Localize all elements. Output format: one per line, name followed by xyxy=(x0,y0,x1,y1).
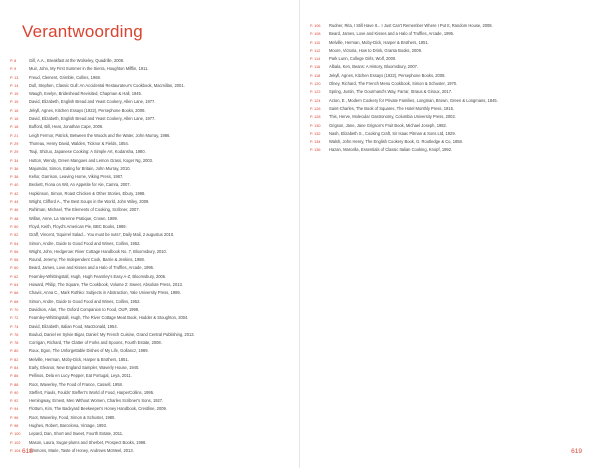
credit-page-ref: P. 134 xyxy=(310,140,321,145)
credit-entry xyxy=(10,331,290,339)
credit-page-ref: P. 88 xyxy=(10,382,19,387)
credit-source: David, Elizabeth, Italian Food, MacDonald, 1954. xyxy=(29,323,118,329)
credit-source: Simmons, Marie, Taste of Honey, Andrews McMeel, 2013. xyxy=(29,447,134,453)
credit-source: David, Elizabeth, English Bread and Yeast Cookery, Allen Lane, 1977. xyxy=(29,99,156,105)
credit-source: Ruhlman, Michael, The Elements of Cooking, Scribner, 2007. xyxy=(29,207,140,213)
credit-entry xyxy=(10,240,290,248)
credit-source: Kellor, Garrison, Leaving Home, Viking Press, 1987. xyxy=(29,174,124,180)
credit-entry xyxy=(310,39,590,47)
credit-entry xyxy=(10,314,290,322)
credit-source: Jekyll, Agnes, Kitchen Essays (1922), Persephone Books, 2008. xyxy=(29,107,146,113)
page-gutter xyxy=(299,0,300,468)
credit-entry xyxy=(10,148,290,156)
credit-page-ref: P. 100 xyxy=(10,432,21,437)
credit-source: Rudner, Rita, I Still Have It... I Just Can't Remember Where I Put It, Random House, 2008. xyxy=(329,23,493,28)
credit-page-ref: P. 40 xyxy=(10,183,19,188)
credit-entry xyxy=(10,422,290,430)
credit-page-ref: P. 14 xyxy=(10,83,19,88)
credit-source: Moore, Victoria, How to Drink, Granta Books, 2009. xyxy=(329,47,422,53)
credit-source: Hemingway, Ernest, Men Without Women, Charles Scribner's Sons, 1927. xyxy=(29,398,164,404)
credit-source: Walsh, John Henry, The English Cookery Book, G. Routledge & Co, 1858. xyxy=(329,139,463,145)
credit-page-ref: P. 74 xyxy=(10,324,19,329)
credit-page-ref: P. 90 xyxy=(10,390,19,395)
credits-list-right xyxy=(310,22,590,155)
credit-page-ref: P. 54 xyxy=(10,241,19,246)
credit-page-ref: P. 56 xyxy=(10,249,19,254)
credit-entry xyxy=(10,173,290,181)
credit-source: Early, Eleanor, New England Sampler, Waverly House, 1940. xyxy=(29,364,140,370)
credit-entry xyxy=(10,389,290,397)
credit-page-ref: P. 68 xyxy=(10,299,19,304)
page-title: Verantwoording xyxy=(22,22,143,41)
credit-page-ref: P. 70 xyxy=(10,307,19,312)
credit-page-ref: P. 116 xyxy=(310,65,321,70)
credit-entry xyxy=(10,82,290,90)
credit-page-ref: P. 80 xyxy=(10,349,19,354)
credit-source: Steffert, Fiauls, Foulds' Steffert's World of Food, HarperCollins, 1995. xyxy=(29,389,155,395)
credit-entry xyxy=(310,130,590,138)
credit-entry xyxy=(310,138,590,146)
credit-entry xyxy=(10,306,290,314)
credit-page-ref: P. 44 xyxy=(10,200,19,205)
credit-page-ref: P. 130 xyxy=(310,123,321,128)
credit-page-ref: P. 34 xyxy=(10,158,19,163)
credit-page-ref: P. 8 xyxy=(10,59,17,63)
credit-page-ref: P. 64 xyxy=(10,283,19,288)
credit-page-ref: P. 136 xyxy=(310,148,321,153)
credit-entry xyxy=(10,397,290,405)
credit-page-ref: P. 102 xyxy=(10,440,21,445)
credit-source: Roux, Egon, The Unforgettable Dishes of My Life, Gollancz, 1989. xyxy=(29,348,149,354)
credit-page-ref: P. 29 xyxy=(10,150,19,155)
credit-source: Beard, James, Love and Kisses and a Halo of Truffles, Arcade, 1995. xyxy=(29,265,155,271)
credit-source: Hazan, Marcella, Essentials of Classic Italian Cooking, Knopf, 1992. xyxy=(329,147,453,153)
credit-page-ref: P. 82 xyxy=(10,357,19,362)
credit-page-ref: P. 120 xyxy=(310,82,321,87)
credit-entry xyxy=(10,223,290,231)
credit-entry xyxy=(10,107,290,115)
folio-left: 618 xyxy=(22,448,33,455)
credit-entry xyxy=(10,356,290,364)
credit-source: Beard, James, Love and Kisses and a Halo of Truffles, Arcade, 1995. xyxy=(329,31,455,37)
credit-entry xyxy=(10,90,290,98)
credit-entry xyxy=(310,122,590,130)
credit-page-ref: P. 50 xyxy=(10,224,19,229)
credit-entry xyxy=(310,55,590,63)
credit-page-ref: P. 128 xyxy=(310,115,321,120)
credit-source: Boulud, Daniel en Sylvie Bigar, Daniel: My French Cuisine, Grand Central Publishing, 2013. xyxy=(29,331,195,337)
credit-entry xyxy=(10,364,290,372)
credit-source: Dull, Stephen, Classic Gull: An Accidental Restaurateur's Cookbook, Macmillan, 2001. xyxy=(29,82,185,88)
credit-source: Round, Jeremy, The Independent Cook, Barrie & Jenkins, 1988. xyxy=(29,257,145,263)
credit-source: Howard, Philip, The Square, The Cookbook, Volume 2: Sweet, Absolute Press, 2013. xyxy=(29,282,183,288)
credit-source: Wright, John, Hedgerow: River Cottage Handbook No. 7, Bloomsbury, 2010. xyxy=(29,248,167,254)
credit-entry xyxy=(10,206,290,214)
credit-entry xyxy=(10,273,290,281)
credit-entry xyxy=(10,181,290,189)
credit-entry xyxy=(310,105,590,113)
credit-entry xyxy=(10,248,290,256)
credit-page-ref: P. 9 xyxy=(10,67,17,72)
credit-source: Albala, Ken, Beans: A History, Bloomsbury, 2007. xyxy=(329,64,419,70)
credit-source: Fearnley-Whittingstall, Hugh, The River Cottage Meat Book, Hodder & Stoughton, 2004. xyxy=(29,315,189,321)
credit-entry xyxy=(310,88,590,96)
credit-entry xyxy=(10,65,290,73)
credit-page-ref: P. 15 xyxy=(10,92,19,97)
credit-source: Park Lunn, College Girls, Wolf, 2000. xyxy=(329,56,397,62)
credit-source: Pellinos, Dela en Lucy Pepper, Eat Portugal, Leya, 2011. xyxy=(29,373,132,379)
credit-source: Hutton, Wendy, Green Mangoes and Lemon Grass, Koger Ng, 2003. xyxy=(29,157,154,163)
credit-entry xyxy=(10,215,290,223)
credit-source: Melville, Herman, Moby-Dick, Harper & Brothers, 1851. xyxy=(29,356,129,362)
credit-source: Nash, Elizabeth S., Cooking Craft, Sir Isaac Pitman & Sons Ltd, 1929. xyxy=(329,130,456,136)
credit-source: Willan, Anne, La Varenne Pratique, Crown, 1989. xyxy=(29,215,118,221)
credit-source: Corrigan, Richard, The Clatter of Forks and Spoons, Fourth Estate, 2008. xyxy=(29,340,162,346)
credit-page-ref: P. 15 xyxy=(10,100,19,105)
credit-source: Tsuji, Shizuo, Japanese Cooking: A Simple Art, Kodansha, 1980. xyxy=(29,149,146,155)
credit-entry xyxy=(10,405,290,413)
credit-source: Melville, Herman, Moby-Dick, Harper & Brothers, 1851. xyxy=(329,39,429,45)
credit-entry xyxy=(10,439,290,447)
credit-source: Spring, Justin, The Gourmand's Way, Farrar, Straus & Giroux, 2017. xyxy=(329,89,453,95)
credit-entry xyxy=(310,80,590,88)
credit-source: Grigson, Jane, Jane Grigson's Fruit Book, Michael Joseph, 1982. xyxy=(329,122,447,128)
credit-entry xyxy=(10,132,290,140)
credit-source: Majumdar, Simon, Eating for Britain, John Murray, 2010. xyxy=(29,165,131,171)
credit-entry xyxy=(310,97,590,105)
credit-source: Lepard, Dan, Short and Sweet, Fourth Estate, 2011. xyxy=(29,431,124,437)
credit-page-ref: P. 18 xyxy=(10,125,19,130)
credit-entry xyxy=(10,198,290,206)
credit-source: Chavis, Anna C., Mark Rothko: Subjects in Abstraction, Yale University Press, 1989. xyxy=(29,290,181,296)
credit-entry xyxy=(10,157,290,165)
credit-page-ref: P. 48 xyxy=(10,216,19,221)
credit-source: Graff, Vincent, 'Squirrel Salad... You must be nuts!', Daily Mail, 2 augustus 2010. xyxy=(29,232,175,238)
credit-page-ref: P. 104 xyxy=(10,448,21,453)
credit-entry xyxy=(10,165,290,173)
credit-page-ref: P. 132 xyxy=(310,131,321,136)
credit-source: Simon, Andre, Guide to Good Food and Wines, Collins, 1952. xyxy=(29,240,141,246)
credit-entry xyxy=(10,281,290,289)
credit-entry xyxy=(10,57,290,65)
credit-page-ref: P. 98 xyxy=(10,424,19,429)
credit-source: Jekyll, Agnes, Kitchen Essays (1922), Persephone Books, 2008. xyxy=(329,72,446,78)
credit-entry xyxy=(10,372,290,380)
credit-page-ref: P. 21 xyxy=(10,133,19,138)
credit-page-ref: P. 38 xyxy=(10,175,19,180)
credit-source: Root, Waverley, The Food of France, Cassell, 1958. xyxy=(29,381,123,387)
credit-entry xyxy=(310,47,590,55)
credit-page-ref: P. 66 xyxy=(10,291,19,296)
credit-page-ref: P. 112 xyxy=(310,48,321,53)
credit-page-ref: P. 94 xyxy=(10,407,19,412)
credit-source: Simon, Andre, Guide to Good Food and Wines, Collins, 1952. xyxy=(29,298,141,304)
credit-entry xyxy=(310,146,590,154)
credit-page-ref: P. 16 xyxy=(10,108,19,113)
credit-source: Bufford, Bill, Heat, Jonathan Cape, 2006. xyxy=(29,124,104,130)
credit-entry xyxy=(10,123,290,131)
credit-entry xyxy=(10,414,290,422)
credit-source: Thoreau, Henry David, Walden, Ticknor & Fields, 1854. xyxy=(29,140,129,146)
credit-page-ref: P. 92 xyxy=(10,399,19,404)
credit-source: Waugh, Evelyn, Brideshead Revisited, Chapman & Hall, 1945. xyxy=(29,91,142,97)
credit-entry xyxy=(10,323,290,331)
credit-entry xyxy=(10,140,290,148)
credit-entry xyxy=(310,113,590,121)
credit-page-ref: P. 58 xyxy=(10,258,19,263)
credit-source: Acton, E., Modern Cookery for Private Families, Longman, Brown, Green & Longmans, 1845. xyxy=(329,97,498,103)
credit-source: Fearnley-Whittingstall, Hugh, Hugh Fearnley's Easy A-Z, Bloomsbury, 2006. xyxy=(29,273,167,279)
credit-entry xyxy=(10,347,290,355)
credit-page-ref: P. 60 xyxy=(10,266,19,271)
credit-page-ref: P. 118 xyxy=(310,73,321,78)
credit-source: David, Elizabeth, English Bread and Yeast Cookery, Allen Lane, 1977. xyxy=(29,116,156,122)
credit-page-ref: P. 46 xyxy=(10,208,19,213)
credit-source: Mason, Laura, Sugar-plums and Sherbet, Prospect Books, 1998. xyxy=(29,439,147,445)
credit-page-ref: P. 76 xyxy=(10,332,19,337)
credit-page-ref: P. 122 xyxy=(310,90,321,95)
credit-page-ref: P. 106 xyxy=(310,24,321,28)
credits-list-left xyxy=(10,57,290,455)
credit-source: Wright, Clifford A., The Best Soups in the World, John Wiley, 2009. xyxy=(29,199,150,205)
credit-source: Hopkinson, Simon, Roast Chicken & Other Stories, Ebury, 1998. xyxy=(29,190,146,196)
credit-entry xyxy=(10,264,290,272)
credit-source: Root, Waverley, Food, Simon & Schuster, 1980. xyxy=(29,414,116,420)
credit-entry xyxy=(10,256,290,264)
credit-source: Leigh Fermor, Patrick, Between the Woods and the Water, John Murray, 1986. xyxy=(29,132,171,138)
credit-source: Gill, A.A., Breakfast at the Wolseley, Quadrille, 2008. xyxy=(29,58,125,63)
folio-right: 619 xyxy=(571,448,582,455)
credit-entry xyxy=(10,190,290,198)
credit-page-ref: P. 13 xyxy=(10,75,19,80)
credit-entry xyxy=(10,98,290,106)
credit-entry xyxy=(10,339,290,347)
credit-page-ref: P. 62 xyxy=(10,274,19,279)
credit-page-ref: P. 42 xyxy=(10,191,19,196)
credit-page-ref: P. 72 xyxy=(10,316,19,321)
credit-page-ref: P. 126 xyxy=(310,106,321,111)
credit-page-ref: P. 84 xyxy=(10,365,19,370)
credit-entry xyxy=(10,74,290,82)
credit-page-ref: P. 96 xyxy=(10,415,19,420)
credit-source: Saint-Charles, The Book of Squares, The Hotel Monthly Press, 1915. xyxy=(329,105,455,111)
credit-page-ref: P. 124 xyxy=(310,98,321,103)
credit-entry xyxy=(10,447,290,455)
credit-page-ref: P. 29 xyxy=(10,141,19,146)
credit-entry xyxy=(10,115,290,123)
credit-page-ref: P. 78 xyxy=(10,341,19,346)
credit-page-ref: P. 108 xyxy=(310,32,321,37)
credit-page-ref: P. 86 xyxy=(10,374,19,379)
credit-source: Hughes, Robert, Barcelona, Vintage, 1993. xyxy=(29,423,107,429)
credit-page-ref: P. 36 xyxy=(10,166,19,171)
credit-entry xyxy=(310,22,590,30)
credit-source: Olney, Richard, The French Menu Cookbook, Simon & Schuster, 1970. xyxy=(329,81,458,87)
credit-entry xyxy=(10,430,290,438)
credit-entry xyxy=(10,289,290,297)
credit-source: Freud, Clement, Grimble, Collins, 1968. xyxy=(29,74,101,80)
credit-source: Beckett, Fiona on Wit, An Appetite for Ale, Camra, 2007. xyxy=(29,182,131,188)
credit-page-ref: P. 110 xyxy=(310,40,321,45)
credit-source: Flottum, Kim, The Backyard Beekeeper's Honey Handbook, Crestline, 2009. xyxy=(29,406,167,412)
credit-entry xyxy=(310,63,590,71)
credit-page-ref: P. 52 xyxy=(10,233,19,238)
credit-page-ref: P. 114 xyxy=(310,57,321,62)
credit-entry xyxy=(310,30,590,38)
credit-source: This, Herve, Molecular Gastronomy, Columbia University Press, 2002. xyxy=(329,114,456,120)
credit-entry xyxy=(10,381,290,389)
credit-entry xyxy=(10,298,290,306)
credit-page-ref: P. 16 xyxy=(10,117,19,122)
credit-source: Floyd, Keith, Floyd's American Pie, BBC Books, 1989. xyxy=(29,223,127,229)
credit-entry xyxy=(10,231,290,239)
credit-source: Muir, John, My First Summer in the Sierra, Houghton Mifflin, 1911. xyxy=(29,66,149,72)
credit-source: Davidson, Alan, The Oxford Companion to Food, OUP, 1999. xyxy=(29,306,140,312)
credit-entry xyxy=(310,72,590,80)
